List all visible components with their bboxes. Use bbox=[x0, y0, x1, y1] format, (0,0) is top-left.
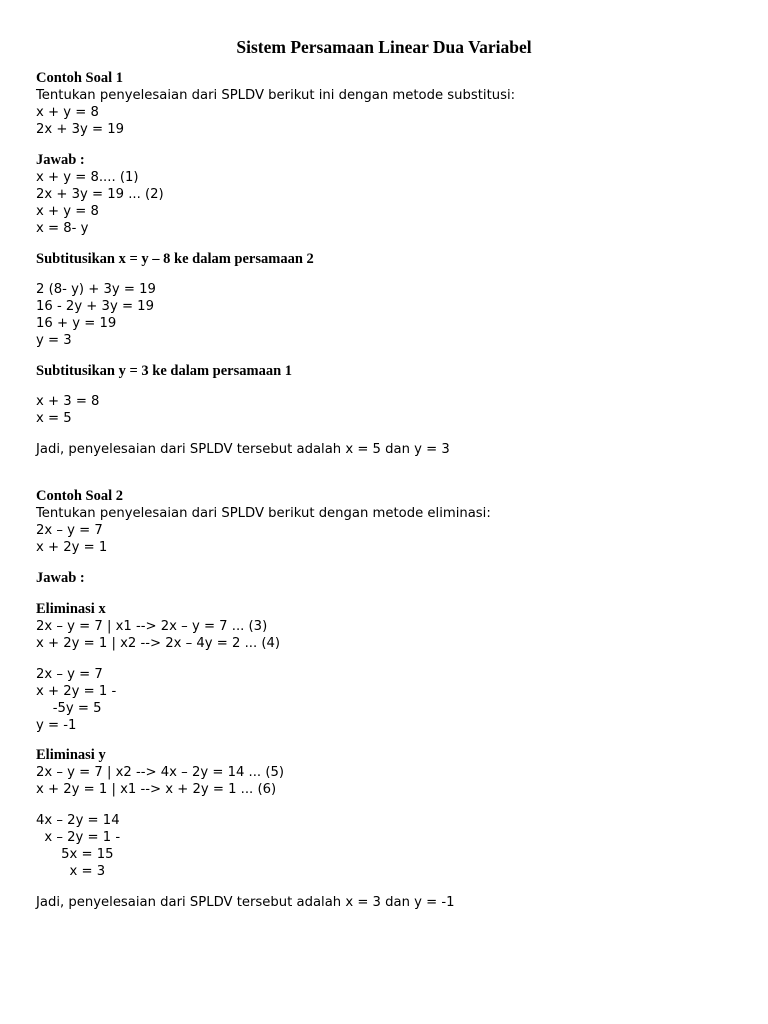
example1-step1-line: 2 (8- y) + 3y = 19 bbox=[36, 282, 156, 297]
example2-elim-x-line: x + 2y = 1 | x2 --> 2x – 4y = 2 ... (4) bbox=[36, 636, 281, 651]
example2-elim-y-calc: x – 2y = 1 - bbox=[36, 830, 121, 845]
example1-step2-line: x + 3 = 8 bbox=[36, 394, 100, 409]
example2-elim-y-heading: Eliminasi y bbox=[36, 747, 106, 763]
example2-elim-y-line: 2x – y = 7 | x2 --> 4x – 2y = 14 ... (5) bbox=[36, 765, 284, 780]
example1-answer-line: x = 8- y bbox=[36, 221, 89, 236]
example1-step2-line: x = 5 bbox=[36, 411, 72, 426]
example1-answer-line: 2x + 3y = 19 ... (2) bbox=[36, 187, 164, 202]
page-title: Sistem Persamaan Linear Dua Variabel bbox=[236, 37, 532, 57]
example1-step1-heading: Subtitusikan x = y – 8 ke dalam persamaan 2 bbox=[36, 251, 314, 267]
example2-heading: Contoh Soal 2 bbox=[36, 488, 124, 504]
example1-conclusion: Jadi, penyelesaian dari SPLDV tersebut adalah x = 5 dan y = 3 bbox=[36, 442, 450, 457]
example2-elim-y-calc: 4x – 2y = 14 bbox=[36, 813, 120, 828]
example1-heading: Contoh Soal 1 bbox=[36, 70, 124, 86]
example2-answer-heading: Jawab : bbox=[36, 570, 85, 586]
example1-step2-heading: Subtitusikan y = 3 ke dalam persamaan 1 bbox=[36, 363, 293, 379]
example1-step1-line: 16 + y = 19 bbox=[36, 316, 117, 331]
example1-answer-line: x + y = 8.... (1) bbox=[36, 170, 139, 185]
example2-elim-x-calc: -5y = 5 bbox=[36, 701, 102, 716]
example2-elim-x-calc: 2x – y = 7 bbox=[36, 667, 103, 682]
example2-conclusion: Jadi, penyelesaian dari SPLDV tersebut adalah x = 3 dan y = -1 bbox=[36, 895, 455, 910]
example1-answer-line: x + y = 8 bbox=[36, 204, 99, 219]
example2-elim-x-heading: Eliminasi x bbox=[36, 601, 106, 617]
example1-answer-heading: Jawab : bbox=[36, 152, 85, 168]
example2-elim-y-line: x + 2y = 1 | x1 --> x + 2y = 1 ... (6) bbox=[36, 782, 277, 797]
example1-equation-1: x + y = 8 bbox=[36, 105, 99, 120]
example2-equation-2: x + 2y = 1 bbox=[36, 540, 108, 555]
example2-instruction: Tentukan penyelesaian dari SPLDV berikut dengan metode eliminasi: bbox=[36, 506, 491, 521]
example1-instruction: Tentukan penyelesaian dari SPLDV berikut ini dengan metode substitusi: bbox=[36, 88, 516, 103]
example2-elim-x-calc: y = -1 bbox=[36, 718, 77, 733]
example1-step1-line: 16 - 2y + 3y = 19 bbox=[36, 299, 154, 314]
example2-elim-y-calc: x = 3 bbox=[36, 864, 106, 879]
document-body bbox=[36, 70, 736, 911]
example2-equation-1: 2x – y = 7 bbox=[36, 523, 103, 538]
example2-elim-x-line: 2x – y = 7 | x1 --> 2x – y = 7 ... (3) bbox=[36, 619, 268, 634]
example2-elim-y-calc: 5x = 15 bbox=[36, 847, 114, 862]
example1-step1-line: y = 3 bbox=[36, 333, 72, 348]
example2-elim-x-calc: x + 2y = 1 - bbox=[36, 684, 117, 699]
example1-equation-2: 2x + 3y = 19 bbox=[36, 122, 125, 137]
